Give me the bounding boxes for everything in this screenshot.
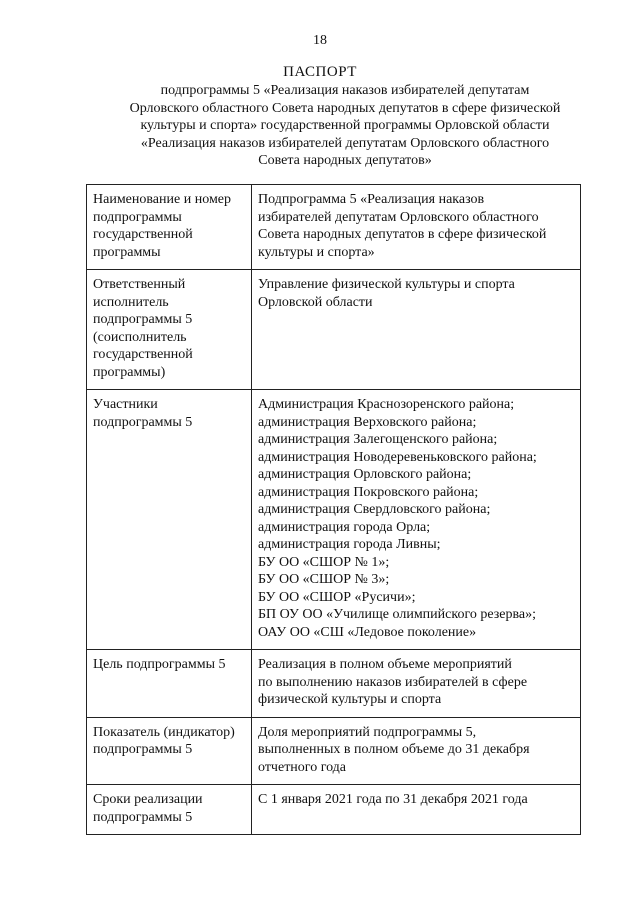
row-label-lines bbox=[93, 656, 245, 674]
row-value-line: администрация Свердловского района; bbox=[258, 502, 491, 517]
subtitle-line: подпрограммы 5 «Реализация наказов избирателей депутатам bbox=[160, 83, 530, 98]
row-label-line: подпрограммы 5 bbox=[93, 414, 193, 430]
row-label bbox=[87, 185, 252, 270]
row-value bbox=[252, 270, 581, 390]
row-value-line: БУ ОО «СШОР «Русичи»; bbox=[258, 589, 416, 605]
passport-row bbox=[87, 185, 581, 270]
row-label-lines bbox=[93, 791, 245, 826]
row-value-line: избирателей депутатам Орловского областного bbox=[258, 209, 539, 225]
row-label-line: исполнитель bbox=[93, 294, 169, 310]
row-label-line: программы) bbox=[93, 364, 166, 380]
row-label-lines bbox=[93, 724, 245, 759]
row-value-line: Орловской области bbox=[258, 294, 373, 310]
row-value-line: администрация Залегощенского района; bbox=[258, 432, 498, 447]
row-value-line: Администрация Краснозоренского района; bbox=[258, 397, 515, 412]
passport-row bbox=[87, 785, 581, 835]
row-value-line: БП ОУ ОО «Училище олимпийского резерва»; bbox=[258, 607, 537, 622]
row-label-line: Цель подпрограммы 5 bbox=[93, 657, 226, 672]
page-number: 18 bbox=[313, 33, 327, 48]
row-label-line: государственной bbox=[93, 347, 193, 362]
row-value-lines bbox=[258, 656, 574, 709]
subtitle-line: Орловского областного Совета народных депутатов в сфере физической bbox=[129, 100, 561, 116]
row-value-lines bbox=[258, 276, 574, 311]
passport-row bbox=[87, 270, 581, 390]
row-label bbox=[87, 650, 252, 718]
row-label bbox=[87, 785, 252, 835]
row-label-line: государственной bbox=[93, 227, 193, 242]
row-value-line: Управление физической культуры и спорта bbox=[258, 277, 515, 292]
row-value bbox=[252, 650, 581, 718]
row-label-line: подпрограммы 5 bbox=[93, 809, 193, 825]
row-label-line: Показатель (индикатор) bbox=[93, 724, 235, 740]
row-value-line: ОАУ ОО «СШ «Ледовое поколение» bbox=[258, 624, 477, 640]
row-value-line: Реализация в полном объеме мероприятий bbox=[258, 657, 512, 672]
row-value-line: администрация Верховского района; bbox=[258, 414, 477, 430]
row-value-line: по выполнению наказов избирателей в сфере bbox=[258, 674, 528, 690]
row-label-line: подпрограммы bbox=[93, 209, 182, 225]
row-value bbox=[252, 785, 581, 835]
row-value bbox=[252, 185, 581, 270]
row-value-line: культуры и спорта» bbox=[258, 244, 375, 260]
subtitle-line: Совета народных депутатов» bbox=[258, 153, 432, 168]
row-value-line: администрация Орловского района; bbox=[258, 467, 472, 482]
row-label-line: Участники bbox=[93, 397, 158, 412]
passport-row bbox=[87, 390, 581, 650]
row-value-lines bbox=[258, 191, 574, 261]
passport-row bbox=[87, 650, 581, 718]
document-subtitle bbox=[100, 82, 590, 170]
row-value-line: отчетного года bbox=[258, 759, 347, 775]
row-label-lines bbox=[93, 396, 245, 431]
row-label bbox=[87, 270, 252, 390]
row-value-line: администрация города Ливны; bbox=[258, 537, 441, 552]
row-value-line: администрация города Орла; bbox=[258, 519, 431, 535]
row-value-lines bbox=[258, 396, 574, 641]
row-value-line: выполненных в полном объеме до 31 декабря bbox=[258, 742, 530, 757]
row-value-line: Совета народных депутатов в сфере физической bbox=[258, 227, 547, 242]
row-value-lines bbox=[258, 791, 574, 809]
row-value-line: администрация Новодеревеньковского района; bbox=[258, 449, 537, 465]
row-label-line: подпрограммы 5 bbox=[93, 742, 193, 757]
passport-table-body bbox=[87, 185, 581, 835]
row-label bbox=[87, 390, 252, 650]
row-value bbox=[252, 390, 581, 650]
row-label-line: Наименование и номер bbox=[93, 192, 232, 207]
document-title: ПАСПОРТ bbox=[283, 64, 357, 80]
row-value-line: администрация Покровского района; bbox=[258, 484, 479, 500]
row-label-line: (соисполнитель bbox=[93, 329, 187, 345]
row-label bbox=[87, 717, 252, 785]
row-label-line: Сроки реализации bbox=[93, 792, 203, 807]
row-value-line: БУ ОО «СШОР № 3»; bbox=[258, 572, 390, 587]
passport-table bbox=[86, 184, 581, 835]
row-label-line: Ответственный bbox=[93, 277, 186, 292]
row-label-line: подпрограммы 5 bbox=[93, 312, 193, 327]
passport-row bbox=[87, 717, 581, 785]
subtitle-line: культуры и спорта» государственной программы Орловской области bbox=[140, 118, 550, 133]
row-value-line: Подпрограмма 5 «Реализация наказов bbox=[258, 192, 485, 207]
row-value-lines bbox=[258, 724, 574, 777]
row-label-lines bbox=[93, 191, 245, 261]
row-value bbox=[252, 717, 581, 785]
row-value-line: физической культуры и спорта bbox=[258, 692, 442, 707]
row-value-line: С 1 января 2021 года по 31 декабря 2021 года bbox=[258, 792, 528, 807]
row-value-line: Доля мероприятий подпрограммы 5, bbox=[258, 724, 477, 740]
row-label-line: программы bbox=[93, 244, 161, 260]
row-value-line: БУ ОО «СШОР № 1»; bbox=[258, 554, 390, 570]
subtitle-line: «Реализация наказов избирателей депутатам Орловского областного bbox=[140, 135, 550, 151]
row-label-lines bbox=[93, 276, 245, 381]
